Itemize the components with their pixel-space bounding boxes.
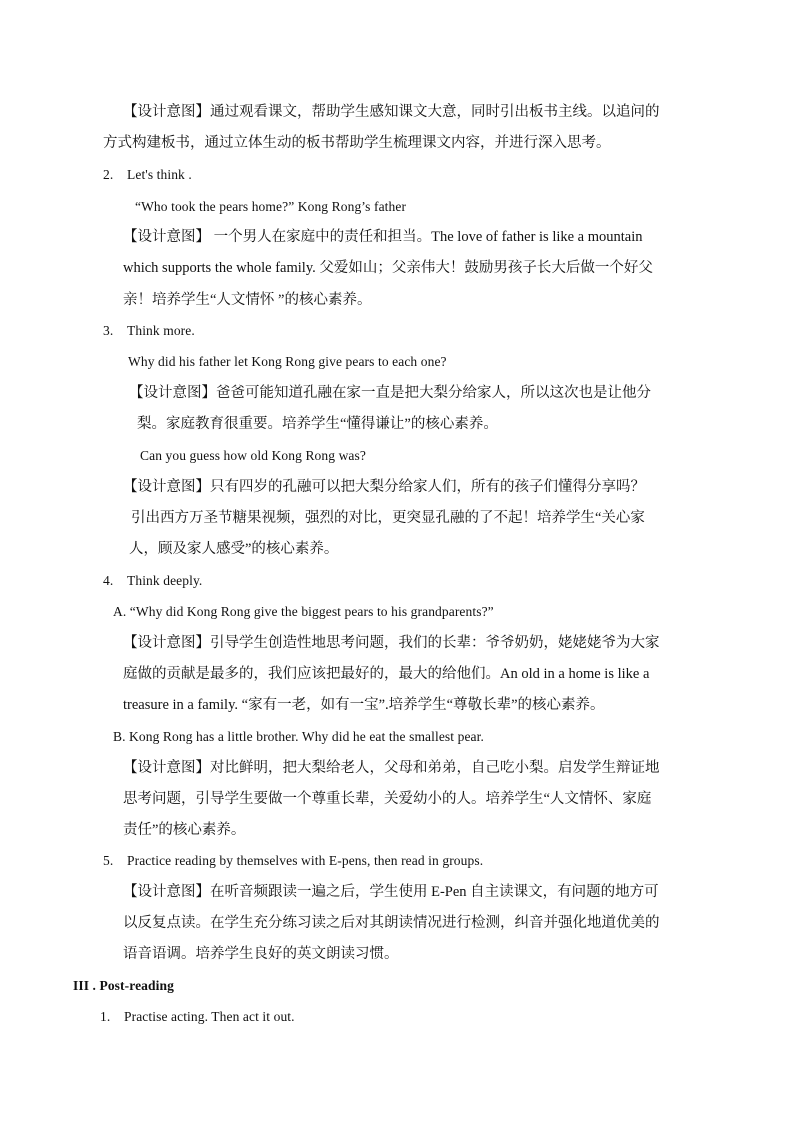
part-heading: III . Post-reading — [73, 978, 174, 993]
text-line: which supports the whole family. 父爱如山；父亲伟大！鼓励男孩子长大后做一个好父 — [123, 260, 653, 276]
text-line: 责任”的核心素养。 — [123, 822, 246, 838]
question-text: Why did his father let Kong Rong give pears to each one? — [128, 354, 447, 369]
question-text: Can you guess how old Kong Rong was? — [140, 448, 366, 463]
design-intent-paragraph: 【设计意图】爸爸可能知道孔融在家一直是把大梨分给家人，所以这次也是让他分 — [129, 385, 651, 401]
list-number: 2. — [103, 167, 114, 182]
text-line: 思考问题，引导学生要做一个尊重长辈，关爱幼小的人。培养学生“人文情怀、家庭 — [123, 791, 652, 807]
list-number: 3. — [103, 323, 114, 338]
text-line: treasure in a family. “家有一老，如有一宝”.培养学生“尊敬长辈”的核心素养。 — [123, 697, 605, 713]
section-heading: Let's think . — [127, 167, 192, 182]
design-intent-paragraph: 【设计意图】引导学生创造性地思考问题，我们的长辈：爷爷奶奶，姥姥姥爷为大家 — [123, 635, 660, 651]
question-text: A. “Why did Kong Rong give the biggest pears to his grandparents?” — [113, 604, 494, 619]
question-text: “Who took the pears home?” Kong Rong’s father — [135, 199, 407, 214]
design-intent-paragraph: 【设计意图】对比鲜明，把大梨给老人，父母和弟弟，自己吃小梨。启发学生辩证地 — [123, 760, 660, 776]
design-intent-paragraph: 【设计意图】通过观看课文，帮助学生感知课文大意，同时引出板书主线。以追问的 — [123, 104, 660, 120]
text-line: 方式构建板书，通过立体生动的板书帮助学生梳理课文内容，并进行深入思考。 — [103, 135, 611, 151]
design-intent-paragraph: 【设计意图】在听音频跟读一遍之后，学生使用 E-Pen 自主读课文，有问题的地方可 — [123, 884, 659, 900]
list-number: 4. — [103, 573, 114, 588]
design-intent-paragraph: 【设计意图】只有四岁的孔融可以把大梨分给家人们，所有的孩子们懂得分享吗？ — [123, 479, 645, 495]
text-line: 亲！培养学生“人文情怀 ”的核心素养。 — [123, 292, 372, 308]
section-heading: Think deeply. — [127, 573, 203, 588]
text-line: 庭做的贡献是最多的，我们应该把最好的，最大的给他们。An old in a home is like a — [123, 666, 650, 682]
design-intent-paragraph: 【设计意图】 一个男人在家庭中的责任和担当。The love of father is like a mountain — [123, 229, 643, 245]
text-line: 语音语调。培养学生良好的英文朗读习惯。 — [123, 946, 399, 962]
text-line: 以反复点读。在学生充分练习读之后对其朗读情况进行检测，纠音并强化地道优美的 — [123, 915, 660, 931]
section-heading: Practise acting. Then act it out. — [124, 1009, 295, 1024]
list-number: 1. — [100, 1009, 111, 1024]
text-line: 人，顾及家人感受”的核心素养。 — [129, 541, 339, 557]
section-heading: Practice reading by themselves with E-pens, then read in groups. — [127, 853, 484, 868]
text-line: 梨。家庭教育很重要。培养学生“懂得谦让”的核心素养。 — [137, 416, 498, 432]
section-heading: Think more. — [127, 323, 195, 338]
list-number: 5. — [103, 853, 114, 868]
question-text: B. Kong Rong has a little brother. Why did he eat the smallest pear. — [113, 729, 484, 744]
text-line: 引出西方万圣节糖果视频，强烈的对比，更突显孔融的了不起！培养学生“关心家 — [131, 510, 645, 526]
